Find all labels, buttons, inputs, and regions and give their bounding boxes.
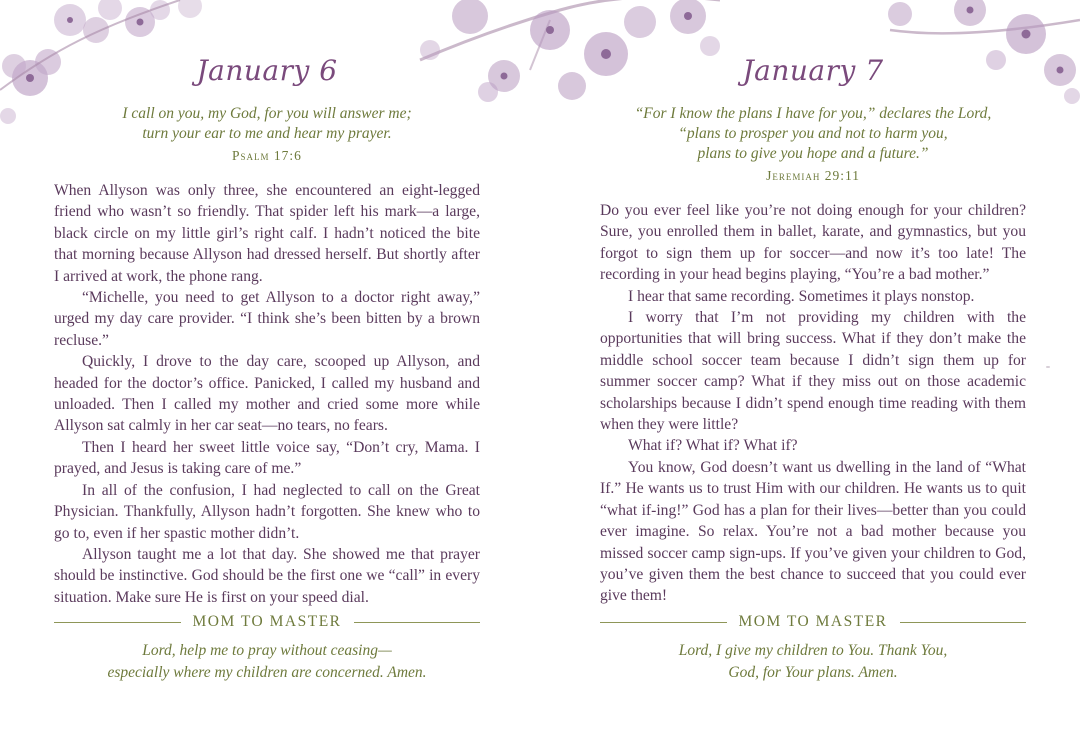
closing-prayer [54, 640, 480, 684]
devotional-body [54, 180, 480, 608]
prayer-line: Lord, help me to pray without ceasing— [142, 642, 392, 659]
paragraph: I hear that same recording. Sometimes it plays nonstop. [628, 287, 975, 305]
paragraph: Allyson taught me a lot that day. She showed me that prayer should be instinctive. God should be the first one we “call” in every situation. Make sure He is first on your speed dial. [54, 545, 480, 606]
scripture-reference: Jeremiah 29:11 [766, 168, 860, 183]
prayer-line: Lord, I give my children to You. Thank You, [678, 642, 948, 659]
paragraph: When Allyson was only three, she encountered an eight-legged friend who wasn’t so friendly. That spider left his mark—a large, black circle on my little girl’s right calf. I hadn’t noticed the bite that morning because Allyson had dressed herself. But shortly after I arrived at work, the phone rang. [54, 182, 480, 285]
paragraph: I worry that I’m not providing my children with the opportunities that will bring success. What if they don’t make the middle school soccer team because I didn’t sign them up for summer soccer camp? What if they miss out on those academic scholarships because I didn’t spend enough time reading with them when they were little? [600, 309, 1026, 434]
verse-line: plans to give you hope and a future.” [697, 145, 929, 162]
verse-line: turn your ear to me and hear my prayer. [142, 125, 392, 142]
paragraph: “Michelle, you need to get Allyson to a doctor right away,” urged my day care provider. “I think she’s been bitten by a brown recluse.” [54, 289, 480, 349]
paragraph: Then I heard her sweet little voice say, “Don’t cry, Mama. I prayed, and Jesus is taking care of me.” [54, 438, 480, 478]
paragraph: You know, God doesn’t want us dwelling in the land of “What If.” He wants us to trust Him with our children. He wants us to quit “what if-ing!” God has a plan for their lives—better than you could ever imagine. So relax. You’re not a bad mother because you missed soccer camp sign-ups. If you’ve given your children to God, you’ve given them the best chance to succeed that you could ever give them! [600, 458, 1026, 605]
paragraph: Quickly, I drove to the day care, scooped up Allyson, and headed for the doctor’s office. Panicked, I called my husband and unloaded. Then I called my mother and cried some more while Allyson sat calmly in her car seat—no tears, no fears. [54, 353, 480, 435]
divider-rule [600, 622, 727, 623]
section-divider [600, 612, 1026, 632]
section-divider [54, 612, 480, 632]
paragraph: Do you ever feel like you’re not doing enough for your children? Sure, you enrolled them in ballet, karate, and gymnastics, but you forgot to sign them up for soccer—and now it’s too late! The recording in your head begins playing, “You’re a bad mother.” [600, 202, 1026, 284]
verse-line: I call on you, my God, for you will answer me; [122, 105, 412, 122]
divider-rule [900, 622, 1027, 623]
scripture-verse [54, 104, 480, 144]
devotional-body [600, 200, 1026, 607]
section-label: MOM TO MASTER [192, 613, 342, 630]
page-mark [1046, 366, 1050, 368]
prayer-line: God, for Your plans. Amen. [728, 664, 898, 681]
section-label: MOM TO MASTER [738, 613, 888, 630]
page-title: January 7 [742, 54, 884, 87]
verse-line: “plans to prosper you and not to harm you, [678, 125, 948, 142]
verse-line: “For I know the plans I have for you,” declares the Lord, [634, 105, 992, 122]
page-title: January 6 [196, 54, 338, 87]
divider-rule [54, 622, 181, 623]
prayer-line: especially where my children are concerned. Amen. [107, 664, 427, 681]
divider-rule [354, 622, 481, 623]
scripture-reference: Psalm 17:6 [232, 148, 302, 163]
scripture-verse [600, 104, 1026, 164]
paragraph: In all of the confusion, I had neglected to call on the Great Physician. Thankfully, Allyson hadn’t forgotten. She knew who to go to, even if her spastic mother didn’t. [54, 481, 480, 542]
closing-prayer [600, 640, 1026, 684]
paragraph: What if? What if? What if? [628, 437, 798, 455]
